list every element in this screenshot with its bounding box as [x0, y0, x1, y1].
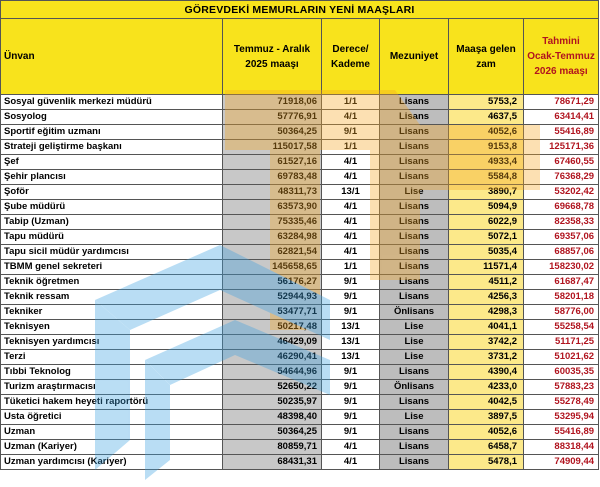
- cell-zam: 11571,4: [449, 260, 524, 275]
- cell-zam: 5035,4: [449, 245, 524, 260]
- cell-unvan: Tıbbi Teknolog: [1, 365, 223, 380]
- cell-zam: 5094,9: [449, 200, 524, 215]
- cell-tahmin: 69668,78: [524, 200, 599, 215]
- header-derece: Derece/ Kademe: [322, 19, 380, 95]
- cell-tahmin: 76368,29: [524, 170, 599, 185]
- cell-tahmin: 67460,55: [524, 155, 599, 170]
- table-body: [1, 95, 599, 470]
- cell-derece: 1/1: [322, 95, 380, 110]
- table-row: [1, 365, 599, 380]
- cell-maas: 115017,58: [223, 140, 322, 155]
- cell-derece: 4/1: [322, 440, 380, 455]
- cell-unvan: Sosyal güvenlik merkezi müdürü: [1, 95, 223, 110]
- cell-derece: 13/1: [322, 335, 380, 350]
- cell-zam: 9153,8: [449, 140, 524, 155]
- cell-maas: 50364,25: [223, 125, 322, 140]
- cell-unvan: Şef: [1, 155, 223, 170]
- cell-unvan: Tabip (Uzman): [1, 215, 223, 230]
- cell-maas: 46429,09: [223, 335, 322, 350]
- cell-unvan: Tekniker: [1, 305, 223, 320]
- header-tahmin: Tahmini Ocak-Temmuz 2026 maaşı: [524, 19, 599, 95]
- table-row: [1, 230, 599, 245]
- table-row: [1, 410, 599, 425]
- cell-mezuniyet: Lisans: [380, 110, 449, 125]
- table-row: [1, 170, 599, 185]
- cell-unvan: Teknik ressam: [1, 290, 223, 305]
- cell-tahmin: 55278,49: [524, 395, 599, 410]
- table-row: [1, 290, 599, 305]
- cell-maas: 68431,31: [223, 455, 322, 470]
- cell-maas: 56176,27: [223, 275, 322, 290]
- cell-mezuniyet: Lisans: [380, 140, 449, 155]
- cell-mezuniyet: Lisans: [380, 275, 449, 290]
- table-row: [1, 440, 599, 455]
- cell-unvan: Usta öğretici: [1, 410, 223, 425]
- cell-mezuniyet: Önlisans: [380, 380, 449, 395]
- cell-zam: 5753,2: [449, 95, 524, 110]
- header-maas: Temmuz - Aralık 2025 maaşı: [223, 19, 322, 95]
- cell-tahmin: 53202,42: [524, 185, 599, 200]
- table-row: [1, 155, 599, 170]
- cell-maas: 48398,40: [223, 410, 322, 425]
- cell-zam: 3897,5: [449, 410, 524, 425]
- cell-derece: 13/1: [322, 185, 380, 200]
- cell-mezuniyet: Lisans: [380, 230, 449, 245]
- cell-zam: 4256,3: [449, 290, 524, 305]
- cell-mezuniyet: Lisans: [380, 125, 449, 140]
- cell-tahmin: 68857,06: [524, 245, 599, 260]
- cell-mezuniyet: Lisans: [380, 395, 449, 410]
- table-row: [1, 245, 599, 260]
- header-zam: Maaşa gelen zam: [449, 19, 524, 95]
- cell-tahmin: 55416,89: [524, 125, 599, 140]
- cell-unvan: Terzi: [1, 350, 223, 365]
- cell-unvan: Tapu müdürü: [1, 230, 223, 245]
- cell-mezuniyet: Lisans: [380, 290, 449, 305]
- table-row: [1, 395, 599, 410]
- cell-tahmin: 158230,02: [524, 260, 599, 275]
- table-row: [1, 275, 599, 290]
- cell-maas: 50217,48: [223, 320, 322, 335]
- cell-mezuniyet: Lisans: [380, 215, 449, 230]
- cell-zam: 6458,7: [449, 440, 524, 455]
- cell-derece: 9/1: [322, 290, 380, 305]
- table-row: [1, 185, 599, 200]
- cell-tahmin: 53295,94: [524, 410, 599, 425]
- cell-tahmin: 63414,41: [524, 110, 599, 125]
- cell-tahmin: 74909,44: [524, 455, 599, 470]
- cell-zam: 5584,8: [449, 170, 524, 185]
- table-row: [1, 95, 599, 110]
- cell-derece: 9/1: [322, 425, 380, 440]
- table-row: [1, 380, 599, 395]
- cell-derece: 9/1: [322, 365, 380, 380]
- cell-mezuniyet: Lise: [380, 410, 449, 425]
- cell-zam: 4511,2: [449, 275, 524, 290]
- cell-tahmin: 51021,62: [524, 350, 599, 365]
- table-row: [1, 140, 599, 155]
- cell-mezuniyet: Lise: [380, 320, 449, 335]
- cell-maas: 57776,91: [223, 110, 322, 125]
- cell-derece: 13/1: [322, 350, 380, 365]
- cell-zam: 5478,1: [449, 455, 524, 470]
- cell-zam: 4637,5: [449, 110, 524, 125]
- cell-tahmin: 61687,47: [524, 275, 599, 290]
- cell-tahmin: 60035,35: [524, 365, 599, 380]
- cell-mezuniyet: Lise: [380, 350, 449, 365]
- cell-zam: 4042,5: [449, 395, 524, 410]
- cell-derece: 4/1: [322, 170, 380, 185]
- cell-derece: 9/1: [322, 125, 380, 140]
- cell-maas: 50364,25: [223, 425, 322, 440]
- cell-tahmin: 55258,54: [524, 320, 599, 335]
- cell-derece: 9/1: [322, 275, 380, 290]
- cell-derece: 4/1: [322, 215, 380, 230]
- cell-mezuniyet: Lisans: [380, 170, 449, 185]
- cell-tahmin: 58201,18: [524, 290, 599, 305]
- cell-unvan: Şube müdürü: [1, 200, 223, 215]
- cell-maas: 63573,90: [223, 200, 322, 215]
- cell-derece: 4/1: [322, 110, 380, 125]
- cell-zam: 4041,1: [449, 320, 524, 335]
- table-row: [1, 425, 599, 440]
- cell-zam: 4390,4: [449, 365, 524, 380]
- cell-unvan: Teknisyen: [1, 320, 223, 335]
- cell-zam: 3742,2: [449, 335, 524, 350]
- cell-mezuniyet: Lisans: [380, 260, 449, 275]
- header-mezuniyet: Mezuniyet: [380, 19, 449, 95]
- cell-unvan: Turizm araştırmacısı: [1, 380, 223, 395]
- cell-zam: 4933,4: [449, 155, 524, 170]
- cell-zam: 4052,6: [449, 125, 524, 140]
- cell-derece: 4/1: [322, 455, 380, 470]
- cell-derece: 9/1: [322, 395, 380, 410]
- cell-tahmin: 82358,33: [524, 215, 599, 230]
- cell-derece: 9/1: [322, 410, 380, 425]
- table-row: [1, 350, 599, 365]
- cell-derece: 9/1: [322, 305, 380, 320]
- table-row: [1, 200, 599, 215]
- cell-unvan: Uzman: [1, 425, 223, 440]
- cell-tahmin: 51171,25: [524, 335, 599, 350]
- cell-maas: 52650,22: [223, 380, 322, 395]
- cell-zam: 4298,3: [449, 305, 524, 320]
- cell-unvan: Strateji geliştirme başkanı: [1, 140, 223, 155]
- header-row: [1, 19, 599, 95]
- cell-mezuniyet: Lisans: [380, 95, 449, 110]
- cell-unvan: Teknik öğretmen: [1, 275, 223, 290]
- table-title: GÖREVDEKİ MEMURLARIN YENİ MAAŞLARI: [1, 1, 599, 19]
- cell-mezuniyet: Lise: [380, 185, 449, 200]
- table-row: [1, 215, 599, 230]
- cell-maas: 48311,73: [223, 185, 322, 200]
- cell-zam: 3731,2: [449, 350, 524, 365]
- cell-mezuniyet: Lisans: [380, 200, 449, 215]
- cell-tahmin: 57883,23: [524, 380, 599, 395]
- cell-zam: 5072,1: [449, 230, 524, 245]
- cell-maas: 52944,93: [223, 290, 322, 305]
- table-row: [1, 320, 599, 335]
- table-row: [1, 305, 599, 320]
- cell-tahmin: 58776,00: [524, 305, 599, 320]
- cell-derece: 4/1: [322, 230, 380, 245]
- cell-derece: 4/1: [322, 200, 380, 215]
- table-row: [1, 335, 599, 350]
- cell-derece: 1/1: [322, 140, 380, 155]
- cell-zam: 4233,0: [449, 380, 524, 395]
- table-row: [1, 455, 599, 470]
- cell-unvan: Uzman yardımcısı (Kariyer): [1, 455, 223, 470]
- cell-mezuniyet: Lisans: [380, 425, 449, 440]
- cell-unvan: Şehir plancısı: [1, 170, 223, 185]
- cell-derece: 4/1: [322, 245, 380, 260]
- cell-derece: 1/1: [322, 260, 380, 275]
- cell-unvan: Tapu sicil müdür yardımcısı: [1, 245, 223, 260]
- cell-mezuniyet: Lisans: [380, 155, 449, 170]
- cell-mezuniyet: Önlisans: [380, 305, 449, 320]
- cell-mezuniyet: Lisans: [380, 365, 449, 380]
- cell-unvan: Sportif eğitim uzmanı: [1, 125, 223, 140]
- cell-unvan: Şoför: [1, 185, 223, 200]
- cell-maas: 46290,41: [223, 350, 322, 365]
- cell-tahmin: 88318,44: [524, 440, 599, 455]
- cell-zam: 3890,7: [449, 185, 524, 200]
- cell-mezuniyet: Lisans: [380, 245, 449, 260]
- cell-maas: 62821,54: [223, 245, 322, 260]
- cell-zam: 6022,9: [449, 215, 524, 230]
- cell-maas: 61527,16: [223, 155, 322, 170]
- cell-derece: 13/1: [322, 320, 380, 335]
- cell-maas: 54644,96: [223, 365, 322, 380]
- cell-maas: 71918,06: [223, 95, 322, 110]
- cell-mezuniyet: Lise: [380, 335, 449, 350]
- table-row: [1, 110, 599, 125]
- cell-maas: 80859,71: [223, 440, 322, 455]
- cell-mezuniyet: Lisans: [380, 440, 449, 455]
- cell-maas: 75335,46: [223, 215, 322, 230]
- cell-maas: 69783,48: [223, 170, 322, 185]
- table-row: [1, 260, 599, 275]
- cell-mezuniyet: Lisans: [380, 455, 449, 470]
- cell-derece: 4/1: [322, 155, 380, 170]
- header-unvan: Ünvan: [1, 19, 223, 95]
- cell-unvan: Uzman (Kariyer): [1, 440, 223, 455]
- cell-maas: 63284,98: [223, 230, 322, 245]
- cell-maas: 50235,97: [223, 395, 322, 410]
- cell-maas: 53477,71: [223, 305, 322, 320]
- cell-maas: 145658,65: [223, 260, 322, 275]
- table-row: [1, 125, 599, 140]
- cell-tahmin: 55416,89: [524, 425, 599, 440]
- cell-zam: 4052,6: [449, 425, 524, 440]
- cell-unvan: Tüketici hakem heyeti raportörü: [1, 395, 223, 410]
- cell-tahmin: 69357,06: [524, 230, 599, 245]
- cell-unvan: Teknisyen yardımcısı: [1, 335, 223, 350]
- cell-tahmin: 78671,29: [524, 95, 599, 110]
- cell-tahmin: 125171,36: [524, 140, 599, 155]
- cell-unvan: Sosyolog: [1, 110, 223, 125]
- cell-derece: 9/1: [322, 380, 380, 395]
- cell-unvan: TBMM genel sekreteri: [1, 260, 223, 275]
